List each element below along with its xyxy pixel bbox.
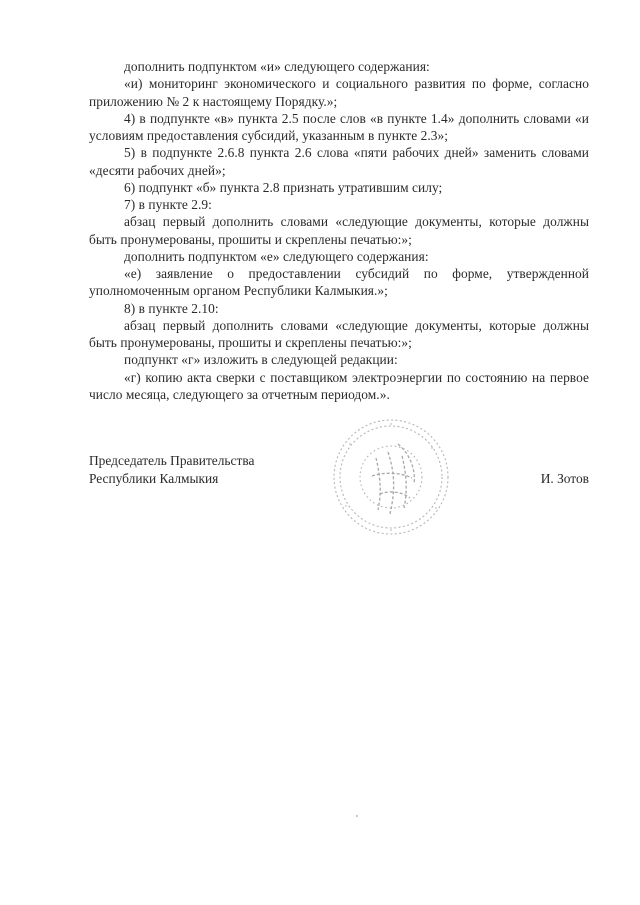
paragraph: дополнить подпунктом «е» следующего содержания: — [124, 248, 429, 264]
paragraph: «е) заявление о предоставлении субсидий по форме, утвержденной уполномоченным органом Республики Калмыкия.»; — [89, 266, 589, 299]
position-line: Председатель Правительства — [89, 453, 255, 468]
official-seal-stamp — [320, 414, 462, 540]
paragraph: дополнить подпунктом «и» следующего содержания: — [124, 59, 430, 74]
position-line: Республики Калмыкия — [89, 470, 219, 486]
paragraph: «г) копию акта сверки с поставщиком электроэнергии по состоянию на первое число месяца, следующего за отчетным периодом.». — [89, 369, 589, 402]
signatory-name: И. Зотов — [540, 470, 589, 486]
paragraph: подпункт «г» изложить в следующей редакции: — [124, 352, 398, 368]
document-body — [89, 58, 589, 403]
paragraph: 7) в пункте 2.9: — [124, 197, 212, 212]
paragraph: 8) в пункте 2.10: — [124, 300, 219, 316]
paragraph: 6) подпункт «б» пункта 2.8 признать утратившим силу; — [124, 179, 443, 195]
paragraph: «и) мониторинг экономического и социального развития по форме, согласно приложению № 2 к настоящему Порядку.»; — [89, 76, 589, 109]
signatory-position — [89, 452, 254, 487]
paragraph: 4) в подпункте «в» пункта 2.5 после слов «в пункте 1.4» дополнить словами «и условиям предоставления субсидий, указанным в пункте 2.3»; — [89, 110, 589, 143]
paragraph: 5) в подпункте 2.6.8 пункта 2.6 слова «пяти рабочих дней» заменить словами «десяти рабочих дней»; — [89, 145, 589, 178]
paragraph: абзац первый дополнить словами «следующие документы, которые должны быть пронумерованы, прошиты и скреплены печатью:»; — [89, 214, 589, 247]
scan-speck — [356, 815, 358, 817]
paragraph: абзац первый дополнить словами «следующие документы, которые должны быть пронумерованы, прошиты и скреплены печатью:»; — [89, 317, 589, 350]
